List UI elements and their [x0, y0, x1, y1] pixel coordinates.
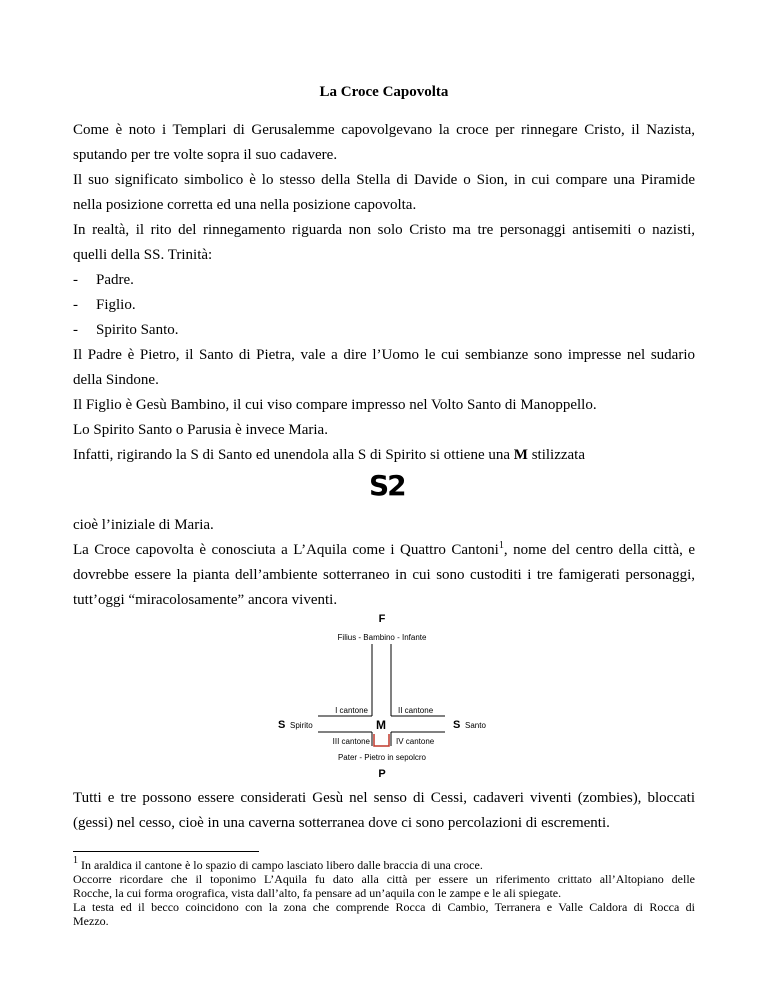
paragraph-1-line-1: Come è noto i Templari di Gerusalemme capovolgevano la croce per rinnegare Cristo, il Nazista, — [73, 122, 695, 138]
footnote-line-5: Mezzo. — [73, 914, 109, 928]
diagram-cantone-4: IV cantone — [396, 737, 435, 746]
list-marker: - — [73, 322, 78, 338]
list-item: Spirito Santo. — [96, 322, 179, 338]
paragraph-9-text-end: , nome del centro della città, e — [503, 542, 695, 558]
list-marker: - — [73, 272, 78, 288]
list-item: Figlio. — [96, 297, 136, 313]
paragraph-1-line-2: sputando per tre volte sopra il suo cadavere. — [73, 147, 338, 163]
paragraph-3-line-2: quelli della SS. Trinità: — [73, 247, 213, 263]
diagram-right-caption: Santo — [465, 721, 486, 730]
footnote-line-1 — [73, 855, 483, 872]
paragraph-3-line-1: In realtà, il rito del rinnegamento riguarda non solo Cristo ma tre personaggi antisemiti o nazisti, — [73, 222, 695, 238]
footnote-separator — [73, 851, 259, 852]
paragraph-5: Il Figlio è Gesù Bambino, il cui viso compare impresso nel Volto Santo di Manoppello. — [73, 397, 597, 413]
footnote-line-3: Rocche, la cui forma orografica, vista dall’alto, fa pensare ad un’aquila con le zampe e le ali spiegate. — [73, 886, 562, 900]
page-title: La Croce Capovolta — [319, 84, 449, 100]
footnote-reference[interactable]: 1 — [498, 540, 504, 551]
diagram-cantone-2: II cantone — [398, 706, 434, 715]
paragraph-9-line-3: tutt’oggi “miracolosamente” ancora viventi. — [73, 592, 338, 608]
list-marker: - — [73, 297, 78, 313]
diagram-bottom-letter: P — [378, 768, 386, 780]
paragraph-4-line-1: Il Padre è Pietro, il Santo di Pietra, vale a dire l’Uomo le cui sembianze sono impresse nel sudario — [73, 347, 695, 363]
diagram-bottom-caption: Pater - Pietro in sepolcro — [337, 753, 427, 762]
paragraph-7-text-end: stilizzata — [527, 447, 585, 463]
paragraph-10-line-1: Tutti e tre possono essere considerati Gesù nel senso di Cessi, cadaveri viventi (zombies), bloccati — [73, 790, 695, 806]
footnote-text: In araldica il cantone è lo spazio di campo lasciato libero dalle braccia di una croce. — [81, 858, 483, 872]
paragraph-2-line-1: Il suo significato simbolico è lo stesso della Stella di Davide o Sion, in cui compare una Piramide — [73, 172, 695, 188]
footnote-line-2: Occorre ricordare che il toponimo L’Aquila fu dato alla città per essere un riferimento crittato all’Altopiano delle — [73, 872, 695, 886]
diagram-top-caption: Filius - Bambino - Infante — [337, 633, 427, 642]
diagram-right-letter: S — [453, 719, 461, 731]
paragraph-7-text: Infatti, rigirando la S di Santo ed unendola alla S di Spirito si ottiene una — [73, 447, 514, 463]
list-item: Padre. — [96, 272, 134, 288]
diagram-cantone-3: III cantone — [332, 737, 370, 746]
footnote-marker: 1 — [73, 855, 78, 866]
paragraph-10-line-2: (gessi) nel cesso, cioè in una caverna sotterranea dove ci sono percolazioni di escrementi. — [73, 815, 610, 831]
sepolcro-marker — [374, 734, 389, 746]
paragraph-7-bold-letter: M — [513, 447, 528, 463]
diagram-left-letter: S — [278, 719, 286, 731]
paragraph-9-text: La Croce capovolta è conosciuta a L’Aquila come i Quattro Cantoni — [73, 542, 499, 558]
stylized-m-glyph: S2 — [369, 469, 405, 502]
diagram-center-letter: M — [376, 718, 386, 732]
paragraph-2-line-2: nella posizione corretta ed una nella posizione capovolta. — [73, 197, 417, 213]
paragraph-8: cioè l’iniziale di Maria. — [73, 517, 214, 533]
paragraph-6: Lo Spirito Santo o Parusia è invece Maria. — [73, 422, 328, 438]
diagram-top-letter: F — [378, 613, 386, 625]
diagram-cantone-1: I cantone — [335, 706, 368, 715]
paragraph-9-line-2: dovrebbe essere la pianta dell’ambiente sotterraneo in cui sono custoditi i tre famigerati personaggi, — [73, 567, 695, 583]
paragraph-4-line-2: della Sindone. — [73, 372, 159, 388]
diagram-left-caption: Spirito — [290, 721, 313, 730]
footnote-line-4: La testa ed il becco coincidono con la zona che comprende Rocca di Cambio, Terranera e Valle Caldora di Rocca di — [73, 900, 695, 914]
